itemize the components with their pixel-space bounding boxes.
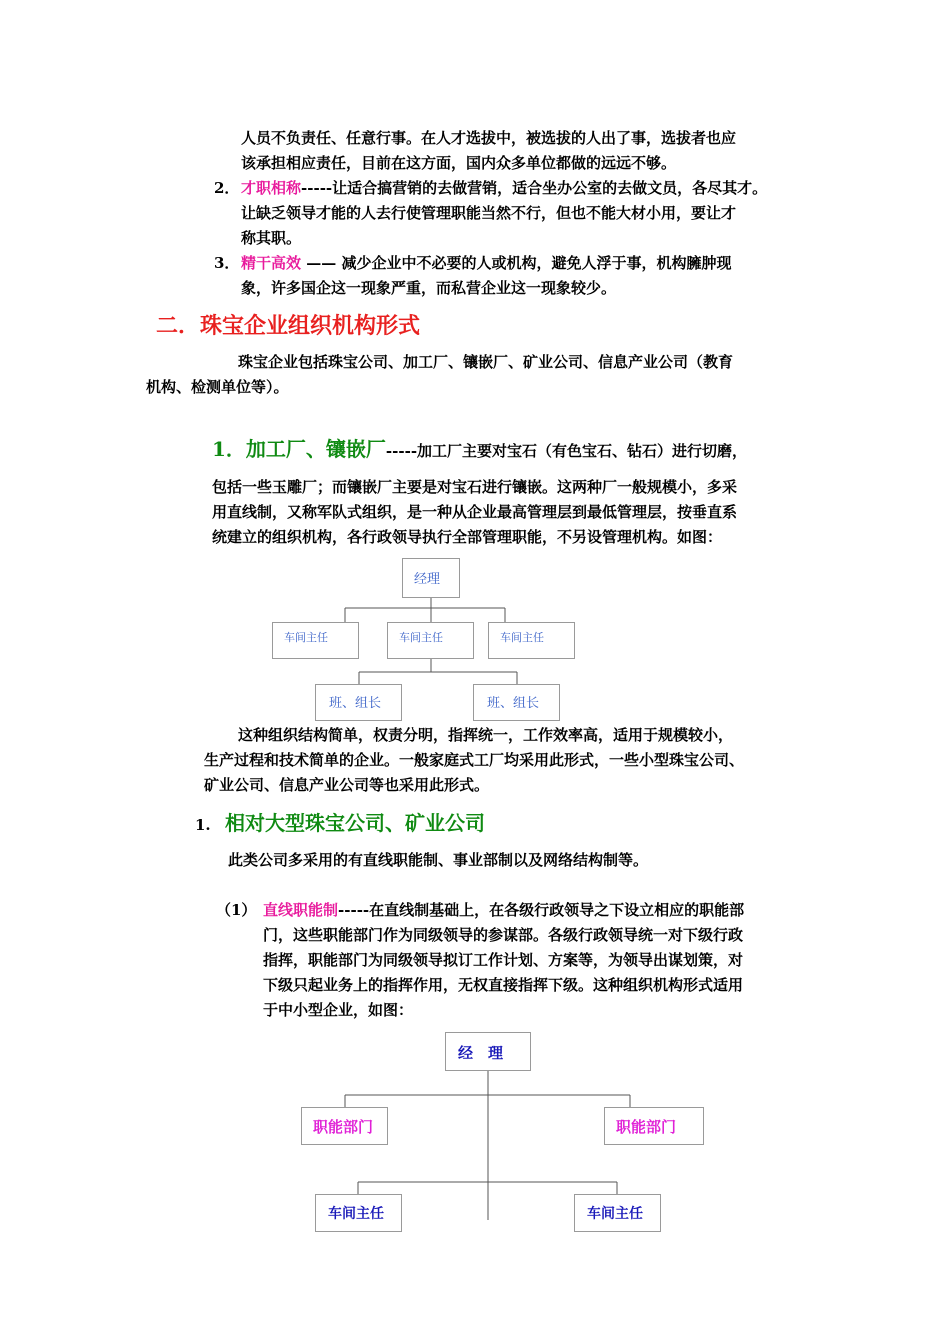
org-chart-2-functional-box-1 [301,1107,388,1145]
org-chart-2-functional-box-2 [604,1107,704,1145]
subsection-1-heading: 1．加工厂、镶嵌厂 [212,437,386,461]
item-1-line-3: 指挥，职能部门为同级领导拟订工作计划、方案等，为领导出谋划策，对 [263,951,744,969]
subsection-1-intro: -----加工厂主要对宝石（有色宝石、钻石）进行切磨， [385,442,748,460]
org-chart-1-workshop-label-2: 车间主任 [399,631,443,644]
org-chart-2-workshop-label-2: 车间主任 [587,1206,643,1222]
org-chart-1-workshop-label-1: 车间主任 [284,631,328,644]
org-chart-2-functional-label-2: 职能部门 [616,1118,677,1136]
list-item-3-title: 精干高效 [241,254,302,272]
item-1-title: 直线职能制 [263,901,339,919]
list-item-2-line-3: 称其职。 [241,229,302,247]
item-1-line-5: 于中小型企业，如图： [263,1001,414,1019]
list-item-2-text: -----让适合搞营销的去做营销，适合坐办公室的去做文员，各尽其才。 [301,179,768,197]
org-chart-2-manager-box [445,1032,531,1071]
list-item-3-line-2: 象，许多国企这一现象严重，而私营企业这一现象较少。 [241,279,617,297]
subsection-2-heading: 相对大型珠宝公司、矿业公司 [225,811,485,835]
paragraph-after-chart-1-line-1: 这种组织结构简单，权责分明，指挥统一，工作效率高，适用于规模较小， [238,726,734,744]
paragraph-after-chart-1-line-2: 生产过程和技术简单的企业。一般家庭式工厂均采用此形式，一些小型珠宝公司、 [204,751,745,769]
item-1-line-2: 门，这些职能部门作为同级领导的参谋部。各级行政领导统一对下级行政 [263,926,744,944]
subsection-1-line-2: 包括一些玉雕厂；而镶嵌厂主要是对宝石进行镶嵌。这两种厂一般规模小，多采 [212,478,738,496]
org-chart-2-workshop-box-2 [574,1194,661,1232]
section-heading: 二．珠宝企业组织机构形式 [156,313,421,339]
org-chart-2-functional-label-1: 职能部门 [313,1118,374,1136]
list-number-2: 2． [214,179,240,197]
org-chart-1-manager-label: 经理 [414,572,441,587]
org-chart-2-manager-label: 经 理 [458,1044,504,1062]
subsection-1-line-3: 用直线制，又称军队式组织，是一种从企业最高管理层到最低管理层，按垂直系 [212,503,738,521]
list-number-3: 3． [214,254,240,272]
section-paragraph-line-2: 机构、检测单位等）。 [146,378,289,396]
item-1-number: （1） [216,901,257,919]
org-chart-1-workshop-label-3: 车间主任 [500,631,544,644]
list-item-1-continuation-line-2: 该承担相应责任，目前在这方面，国内众多单位都做的远远不够。 [241,154,677,172]
subsection-2-paragraph: 此类公司多采用的有直线职能制、事业部制以及网络结构制等。 [228,851,649,869]
org-chart-1-team-label-1: 班、组长 [329,696,382,711]
subsection-2-number: 1. [195,816,211,834]
list-item-2-title: 才职相称 [241,179,302,197]
item-1-line-4: 下级只起业务上的指挥作用，无权直接指挥下级。这种组织机构形式适用 [263,976,744,994]
paragraph-after-chart-1-line-3: 矿业公司、信息产业公司等也采用此形式。 [204,776,490,794]
org-chart-1-team-label-2: 班、组长 [487,696,540,711]
section-paragraph-line-1: 珠宝企业包括珠宝公司、加工厂、镶嵌厂、矿业公司、信息产业公司（教育 [238,353,734,371]
list-item-2-line-2: 让缺乏领导才能的人去行使管理职能当然不行，但也不能大材小用，要让才 [241,204,737,222]
list-item-1-continuation-line-1: 人员不负责任、任意行事。在人才选拔中，被选拔的人出了事，选拔者也应 [241,129,737,147]
item-1-text: -----在直线制基础上，在各级行政领导之下设立相应的职能部 [338,901,745,919]
list-item-3-text: —— 减少企业中不必要的人或机构，避免人浮于事，机构臃肿现 [301,254,732,272]
org-chart-2-workshop-box-1 [315,1194,402,1232]
subsection-1-line-4: 统建立的组织机构，各行政领导执行全部管理职能，不另设管理机构。如图： [212,528,723,546]
org-chart-2-workshop-label-1: 车间主任 [328,1206,384,1222]
